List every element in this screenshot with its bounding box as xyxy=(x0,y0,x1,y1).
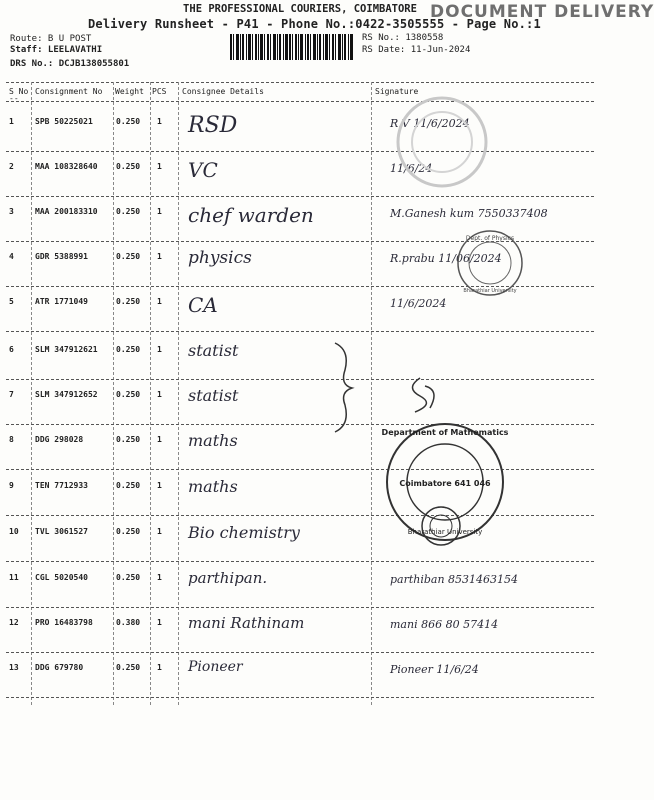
row-consignee-handwritten: RSD xyxy=(188,113,238,138)
row-weight: 0.250 xyxy=(116,207,141,216)
row-sno: 11 xyxy=(9,573,19,582)
row-weight: 0.380 xyxy=(116,618,141,627)
row-weight: 0.250 xyxy=(116,390,141,399)
row-divider xyxy=(6,196,594,197)
header-divider-bottom xyxy=(6,101,594,102)
col-sno: S No xyxy=(9,87,29,96)
row-consignment-no: DDG 679780 xyxy=(35,663,84,672)
row-pcs: 1 xyxy=(157,252,162,261)
row-divider xyxy=(6,652,594,653)
row-divider xyxy=(6,697,594,698)
row-consignee-handwritten: VC xyxy=(188,158,218,182)
physics-dept-stamp xyxy=(455,228,525,298)
row-pcs: 1 xyxy=(157,162,162,171)
row-sno: 13 xyxy=(9,663,19,672)
route-label: Route: B U POST xyxy=(10,34,92,44)
row-consignment-no: SLM 347912652 xyxy=(35,390,98,399)
row-sno: 6 xyxy=(9,345,14,354)
rs-date: RS Date: 11-Jun-2024 xyxy=(362,45,471,55)
row-weight: 0.250 xyxy=(116,481,141,490)
row-signature-handwritten: parthiban 8531463154 xyxy=(390,573,519,586)
column-line xyxy=(178,82,179,705)
row-pcs: 1 xyxy=(157,618,162,627)
row-consignment-no: PRO 16483798 xyxy=(35,618,93,627)
sno-underline: -- xyxy=(9,94,19,103)
row-sno: 8 xyxy=(9,435,14,444)
row-consignee-handwritten: maths xyxy=(188,477,238,496)
row-consignment-no: MAA 108328640 xyxy=(35,162,98,171)
row-signature-handwritten: 11/6/2024 xyxy=(390,297,447,310)
row-pcs: 1 xyxy=(157,117,162,126)
row-consignment-no: CGL 5020540 xyxy=(35,573,88,582)
row-signature-handwritten: 11/6/24 xyxy=(390,162,433,175)
row-weight: 0.250 xyxy=(116,252,141,261)
row-pcs: 1 xyxy=(157,207,162,216)
row-consignment-no: GDR 5388991 xyxy=(35,252,88,261)
row-divider xyxy=(6,151,594,152)
maths-stamp-city: Coimbatore 641 046 xyxy=(399,479,491,488)
col-consignee: Consignee Details xyxy=(182,87,264,96)
document-delivery-stamp: DOCUMENT DELIVERY xyxy=(430,2,654,22)
row-divider xyxy=(6,561,594,562)
row-sno: 5 xyxy=(9,297,14,306)
maths-stamp-univ: Bharathiar University xyxy=(407,528,483,536)
column-line xyxy=(113,82,114,705)
row-weight: 0.250 xyxy=(116,345,141,354)
row-weight: 0.250 xyxy=(116,297,141,306)
row-consignee-handwritten: parthipan. xyxy=(188,569,268,587)
drs-number: DRS No.: DCJB138055801 xyxy=(10,59,130,69)
row-sno: 9 xyxy=(9,481,14,490)
row-sno: 1 xyxy=(9,117,14,126)
row-signature-handwritten: R.prabu 11/06/2024 xyxy=(390,252,502,265)
row-signature-handwritten: mani 866 80 57414 xyxy=(390,618,499,631)
barcode xyxy=(230,34,354,60)
col-consignment: Consignment No xyxy=(35,87,103,96)
row-signature-handwritten: R.V 11/6/2024 xyxy=(390,117,470,130)
row-consignment-no: TEN 7712933 xyxy=(35,481,88,490)
row-consignment-no: MAA 200183310 xyxy=(35,207,98,216)
row-consignee-handwritten: chef warden xyxy=(188,203,314,227)
header-divider-top xyxy=(6,82,594,83)
row-pcs: 1 xyxy=(157,663,162,672)
row-consignment-no: TVL 3061527 xyxy=(35,527,88,536)
row-weight: 0.250 xyxy=(116,573,141,582)
row-consignee-handwritten: statist xyxy=(188,341,239,360)
row-sno: 3 xyxy=(9,207,14,216)
rs-number: RS No.: 1380558 xyxy=(362,33,444,43)
brace-mark xyxy=(330,340,360,435)
col-pcs: PCS xyxy=(152,87,167,96)
row-sno: 2 xyxy=(9,162,14,171)
column-line xyxy=(371,82,372,705)
row-divider xyxy=(6,331,594,332)
row-weight: 0.250 xyxy=(116,162,141,171)
row-sno: 7 xyxy=(9,390,14,399)
row-weight: 0.250 xyxy=(116,527,141,536)
row-consignee-handwritten: statist xyxy=(188,386,239,405)
row-consignee-handwritten: CA xyxy=(188,293,218,317)
row-pcs: 1 xyxy=(157,390,162,399)
row-consignee-handwritten: Bio chemistry xyxy=(188,523,300,542)
column-line xyxy=(150,82,151,705)
row-sno: 10 xyxy=(9,527,19,536)
row-consignment-no: SLM 347912621 xyxy=(35,345,98,354)
row-pcs: 1 xyxy=(157,345,162,354)
row-pcs: 1 xyxy=(157,297,162,306)
row-divider xyxy=(6,607,594,608)
faded-seal-stamp xyxy=(395,95,490,190)
row-consignee-handwritten: mani Rathinam xyxy=(188,614,305,632)
row-divider xyxy=(6,379,594,380)
col-weight: Weight xyxy=(115,87,144,96)
row-pcs: 1 xyxy=(157,527,162,536)
row-signature-handwritten: M.Ganesh kum 7550337408 xyxy=(390,207,548,220)
row-signature-handwritten: Pioneer 11/6/24 xyxy=(390,663,479,676)
physics-stamp-text: Dept. of Physics xyxy=(465,235,515,242)
runsheet-subtitle: Delivery Runsheet - P41 - Phone No.:0422-3505555 - Page No.:1 xyxy=(88,17,541,31)
company-title: THE PROFESSIONAL COURIERS, COIMBATORE xyxy=(183,3,417,15)
row-pcs: 1 xyxy=(157,481,162,490)
row-consignment-no: DDG 298028 xyxy=(35,435,84,444)
row-consignee-handwritten: maths xyxy=(188,431,238,450)
small-round-seal xyxy=(420,505,462,547)
row-sno: 12 xyxy=(9,618,19,627)
scribble-signature-mark xyxy=(400,368,450,418)
maths-stamp-dept: Department of Mathematics xyxy=(381,428,509,437)
row-pcs: 1 xyxy=(157,435,162,444)
row-sno: 4 xyxy=(9,252,14,261)
row-consignment-no: ATR 1771049 xyxy=(35,297,88,306)
row-weight: 0.250 xyxy=(116,435,141,444)
staff-label: Staff: LEELAVATHI xyxy=(10,45,103,55)
row-consignee-handwritten: physics xyxy=(188,248,252,268)
row-consignment-no: SPB 50225021 xyxy=(35,117,93,126)
row-weight: 0.250 xyxy=(116,663,141,672)
row-weight: 0.250 xyxy=(116,117,141,126)
col-signature: Signature xyxy=(375,87,419,96)
physics-stamp-univ: Bharathiar University xyxy=(463,288,517,294)
row-consignee-handwritten: Pioneer xyxy=(188,659,243,675)
row-pcs: 1 xyxy=(157,573,162,582)
column-line xyxy=(31,82,32,705)
